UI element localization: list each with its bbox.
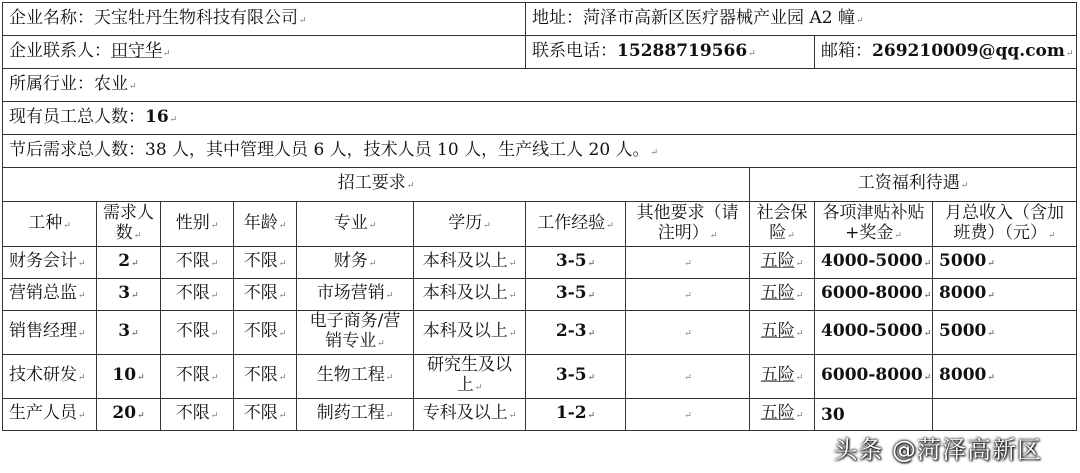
cell-subsidy	[815, 399, 933, 431]
cell-other: ↵	[626, 399, 750, 431]
company-name: 天宝牡丹生物科技有限公司	[94, 7, 298, 28]
job-text: 技术研发	[9, 365, 77, 385]
header-income: 月总收入（含加班费）（元）↵	[933, 202, 1077, 247]
job-text: 销售经理	[9, 321, 77, 341]
gender-text: 不限	[175, 321, 210, 341]
cell-exp: 3-5↵	[526, 355, 626, 399]
income-text: 8000	[939, 365, 987, 385]
cell-gender: 不限↵	[161, 355, 234, 399]
exp-text: 1-2	[555, 403, 587, 423]
age-text: 不限	[243, 365, 278, 385]
cell-count: 10↵	[97, 355, 161, 399]
demand-cell: 节后需求总人数：38 人，其中管理人员 6 人，技术人员 10 人，生产线工人 20 人。↵	[3, 135, 1077, 168]
job-text: 生产人员	[9, 403, 77, 423]
cell-exp: 3-5↵	[526, 279, 626, 311]
major-text: 财务	[333, 251, 368, 271]
recruit-section-label: 招工要求	[337, 173, 406, 193]
social-text: 五险	[760, 365, 795, 385]
cell-job: 财务会计↵	[3, 247, 97, 279]
age-text: 不限	[243, 321, 278, 341]
cell-edu: 本科及以上↵	[414, 311, 526, 355]
cell-subsidy: 4000-5000↵	[815, 247, 933, 279]
cell-income: 5000↵	[933, 311, 1077, 355]
cell-count: 3↵	[97, 279, 161, 311]
cell-count: 3↵	[97, 311, 161, 355]
cell-edu: 专科及以上↵	[414, 399, 526, 431]
cell-income: 8000↵	[933, 279, 1077, 311]
cell-social: 五险↵	[750, 311, 815, 355]
address-label: 地址：	[532, 7, 584, 28]
subsidy-text: 6000-8000	[821, 365, 923, 385]
demand-row	[3, 135, 1077, 168]
social-text: 五险	[760, 283, 795, 303]
header-age: 年龄↵	[234, 202, 297, 247]
cell-gender: 不限↵	[161, 279, 234, 311]
header-subsidy-label: 各项津贴补贴+奖金	[822, 202, 925, 243]
major-text: 电子商务/营销专业	[309, 311, 401, 351]
edu-text: 研究生及以上	[427, 355, 513, 395]
job-text: 财务会计	[9, 251, 77, 271]
phone-label: 联系电话：	[532, 40, 618, 61]
staff-count: 16	[145, 106, 169, 127]
cell-subsidy: 6000-8000↵	[815, 279, 933, 311]
cell-exp: 1-2↵	[526, 399, 626, 431]
cell-social: 五险↵	[750, 399, 815, 431]
subsidy-text: 4000-5000	[821, 321, 923, 341]
count-text: 3	[118, 283, 131, 303]
cell-job: 营销总监↵	[3, 279, 97, 311]
address-cell: 地址：菏泽市高新区医疗器械产业园 A2 幢↵	[526, 3, 1077, 36]
contact-cell: 企业联系人：田守华↵	[3, 36, 526, 69]
major-text: 制药工程	[316, 403, 385, 423]
income-text: 5000	[939, 251, 987, 271]
header-count: 需求人数↵	[97, 202, 161, 247]
header-edu-label: 学历	[448, 212, 483, 233]
cell-edu: 本科及以上↵	[414, 279, 526, 311]
header-major: 专业↵	[297, 202, 414, 247]
count-text: 10	[112, 365, 137, 385]
phone: 15288719566	[617, 40, 748, 61]
subsidy-text: 30	[821, 404, 845, 425]
company-name-label: 企业名称：	[9, 7, 94, 28]
cell-social: 五险↵	[750, 279, 815, 311]
cell-social: 五险↵	[750, 355, 815, 399]
company-name-cell: 企业名称：天宝牡丹生物科技有限公司↵	[3, 3, 526, 36]
welfare-section-label: 工资福利待遇	[857, 173, 960, 193]
header-social-label: 社会保险	[756, 202, 808, 243]
cell-job: 销售经理↵	[3, 311, 97, 355]
table-row	[3, 355, 1077, 399]
social-text: 五险	[760, 321, 795, 341]
cell-major: 生物工程↵	[297, 355, 414, 399]
cell-gender: 不限↵	[161, 399, 234, 431]
edu-text: 专科及以上	[422, 403, 508, 423]
staff-cell: 现有员工总人数：16↵	[3, 102, 1077, 135]
header-other: 其他要求（请注明）↵	[626, 202, 750, 247]
header-exp-label: 工作经验	[537, 212, 606, 233]
cell-age: 不限↵	[234, 311, 297, 355]
header-social: 社会保险↵	[750, 202, 815, 247]
industry-label: 所属行业：	[9, 73, 94, 94]
cell-other: ↵	[626, 279, 750, 311]
recruitment-table	[2, 2, 1077, 431]
header-subsidy: 各项津贴补贴+奖金↵	[815, 202, 933, 247]
subsidy-text: 4000-5000	[821, 251, 923, 271]
age-text: 不限	[243, 251, 278, 271]
watermark: 头条 @菏泽高新区	[833, 436, 1042, 464]
header-exp: 工作经验↵	[526, 202, 626, 247]
cell-other: ↵	[626, 355, 750, 399]
header-job: 工种↵	[3, 202, 97, 247]
contact-name: 田守华	[111, 40, 162, 61]
header-gender: 性别↵	[161, 202, 234, 247]
count-text: 20	[112, 403, 137, 423]
cell-age: 不限↵	[234, 247, 297, 279]
industry-cell: 所属行业：农业↵	[3, 69, 1077, 102]
edu-text: 本科及以上	[422, 283, 508, 303]
count-text: 2	[118, 251, 131, 271]
table-row	[3, 279, 1077, 311]
cell-count: 20↵	[97, 399, 161, 431]
address: 菏泽市高新区医疗器械产业园 A2 幢	[583, 7, 855, 28]
edu-text: 本科及以上	[422, 251, 508, 271]
email-cell: 邮箱：269210009@qq.com↵	[815, 36, 1077, 69]
cell-other: ↵	[626, 311, 750, 355]
cell-job: 生产人员↵	[3, 399, 97, 431]
social-text: 五险	[760, 403, 795, 423]
header-age-label: 年龄	[243, 212, 278, 233]
income-text: 5000	[939, 321, 987, 341]
cell-major: 财务↵	[297, 247, 414, 279]
cell-income	[933, 399, 1077, 431]
exp-text: 3-5	[555, 283, 587, 303]
header-major-label: 专业	[333, 212, 368, 233]
staff-label: 现有员工总人数：	[9, 106, 145, 127]
edu-text: 本科及以上	[422, 321, 508, 341]
column-header-row	[3, 202, 1077, 247]
gender-text: 不限	[175, 251, 210, 271]
header-edu: 学历↵	[414, 202, 526, 247]
major-text: 生物工程	[316, 365, 385, 385]
cell-gender: 不限↵	[161, 311, 234, 355]
cell-major: 电子商务/营销专业↵	[297, 311, 414, 355]
major-text: 市场营销	[316, 283, 385, 303]
age-text: 不限	[243, 403, 278, 423]
phone-cell: 联系电话：15288719566↵	[526, 36, 815, 69]
contact-label: 企业联系人：	[9, 40, 111, 61]
cell-other: ↵	[626, 247, 750, 279]
table-row	[3, 311, 1077, 355]
job-text: 营销总监	[9, 283, 77, 303]
cell-exp: 3-5↵	[526, 247, 626, 279]
subsidy-text: 6000-8000	[821, 283, 923, 303]
staff-row	[3, 102, 1077, 135]
exp-text: 2-3	[555, 321, 587, 341]
section-header-row	[3, 168, 1077, 202]
cell-major: 制药工程↵	[297, 399, 414, 431]
cell-edu: 研究生及以上↵	[414, 355, 526, 399]
header-gender-label: 性别	[175, 212, 210, 233]
cell-gender: 不限↵	[161, 247, 234, 279]
cell-subsidy: 4000-5000↵	[815, 311, 933, 355]
header-income-label: 月总收入（含加班费）（元）	[945, 202, 1065, 243]
cell-social: 五险↵	[750, 247, 815, 279]
cell-age: 不限↵	[234, 279, 297, 311]
industry: 农业	[94, 73, 128, 94]
welfare-section-title: 工资福利待遇↵	[750, 168, 1077, 202]
cell-job: 技术研发↵	[3, 355, 97, 399]
cell-income: 8000↵	[933, 355, 1077, 399]
cell-count: 2↵	[97, 247, 161, 279]
company-row	[3, 3, 1077, 36]
header-job-label: 工种	[28, 212, 63, 233]
demand-text: 节后需求总人数：38 人，其中管理人员 6 人，技术人员 10 人，生产线工人 20 人。	[9, 139, 650, 160]
table-row	[3, 247, 1077, 279]
email: 269210009@qq.com	[872, 40, 1065, 61]
industry-row	[3, 69, 1077, 102]
cell-edu: 本科及以上↵	[414, 247, 526, 279]
social-text: 五险	[760, 251, 795, 271]
cell-age: 不限↵	[234, 399, 297, 431]
header-other-label: 其他要求（请注明）	[636, 202, 739, 243]
cell-age: 不限↵	[234, 355, 297, 399]
age-text: 不限	[243, 283, 278, 303]
email-label: 邮箱：	[821, 40, 873, 61]
cell-major: 市场营销↵	[297, 279, 414, 311]
gender-text: 不限	[175, 365, 210, 385]
header-count-label: 需求人数	[103, 202, 154, 243]
exp-text: 3-5	[555, 251, 587, 271]
contact-row	[3, 36, 1077, 69]
cell-exp: 2-3↵	[526, 311, 626, 355]
cell-subsidy: 6000-8000↵	[815, 355, 933, 399]
count-text: 3	[118, 321, 131, 341]
recruit-section-title: 招工要求↵	[3, 168, 750, 202]
gender-text: 不限	[175, 283, 210, 303]
income-text: 8000	[939, 283, 987, 303]
gender-text: 不限	[175, 403, 210, 423]
table-row	[3, 399, 1077, 431]
cell-income: 5000↵	[933, 247, 1077, 279]
exp-text: 3-5	[555, 365, 587, 385]
